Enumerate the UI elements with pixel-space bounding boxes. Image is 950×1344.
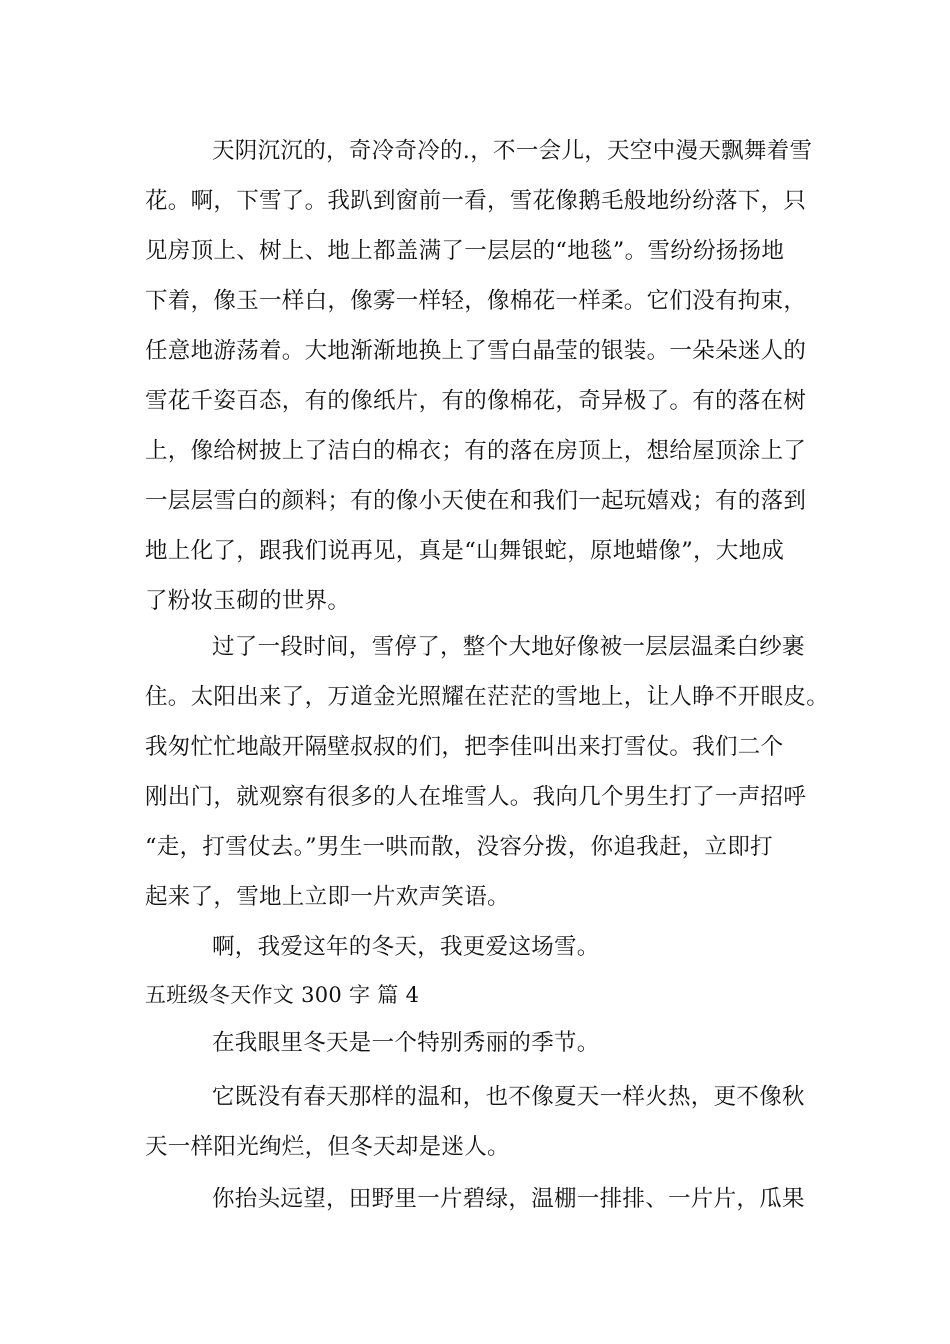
text-line: 见房顶上、树上、地上都盖满了一层层的“地毯”。雪纷纷扬扬地	[145, 238, 785, 264]
text-line: 花。啊，下雪了。我趴到窗前一看，雪花像鹅毛般地纷纷落下，只	[145, 188, 807, 214]
text-line: 刚出门，就观察有很多的人在堆雪人。我向几个男生打了一声招呼	[145, 784, 807, 810]
text-line: 雪花千姿百态，有的像纸片，有的像棉花，奇异极了。有的落在树	[145, 388, 807, 414]
text-line: 天阴沉沉的，奇冷奇冷的.，不一会儿，天空中漫天飘舞着雪	[212, 138, 813, 164]
text-line: 起来了，雪地上立即一片欢声笑语。	[145, 884, 510, 910]
text-line: 在我眼里冬天是一个特别秀丽的季节。	[212, 1030, 600, 1056]
text-line: 地上化了，跟我们说再见，真是“山舞银蛇，原地蜡像”，大地成	[145, 538, 785, 564]
text-line: “走，打雪仗去。”男生一哄而散，没容分拨，你追我赶，立即打	[145, 834, 773, 860]
text-line: 上，像给树披上了洁白的棉衣；有的落在房顶上，想给屋顶涂上了	[145, 438, 807, 464]
text-line: 啊，我爱这年的冬天，我更爱这场雪。	[212, 934, 600, 960]
text-line: 我匆忙忙地敲开隔壁叔叔的们，把李佳叫出来打雪仗。我们二个	[145, 734, 784, 760]
text-line: 过了一段时间，雪停了，整个大地好像被一层层温柔白纱裹	[212, 634, 805, 660]
text-line: 下着，像玉一样白，像雾一样轻，像棉花一样柔。它们没有拘束，	[145, 288, 807, 314]
text-line: 它既没有春天那样的温和，也不像夏天一样火热，更不像秋	[212, 1084, 805, 1110]
text-line: 天一样阳光绚烂，但冬天却是迷人。	[145, 1134, 510, 1160]
text-line: 你抬头远望，田野里一片碧绿，温棚一排排、一片片，瓜果	[212, 1186, 805, 1212]
text-line: 一层层雪白的颜料；有的像小天使在和我们一起玩嬉戏；有的落到	[145, 488, 807, 514]
text-line: 任意地游荡着。大地渐渐地换上了雪白晶莹的银装。一朵朵迷人的	[145, 338, 807, 364]
essay-heading: 五班级冬天作文 300 字 篇 4	[145, 983, 420, 1007]
text-line: 住。太阳出来了，万道金光照耀在茫茫的雪地上，让人睁不开眼皮。	[145, 684, 830, 710]
text-line: 了粉妆玉砌的世界。	[145, 588, 351, 614]
